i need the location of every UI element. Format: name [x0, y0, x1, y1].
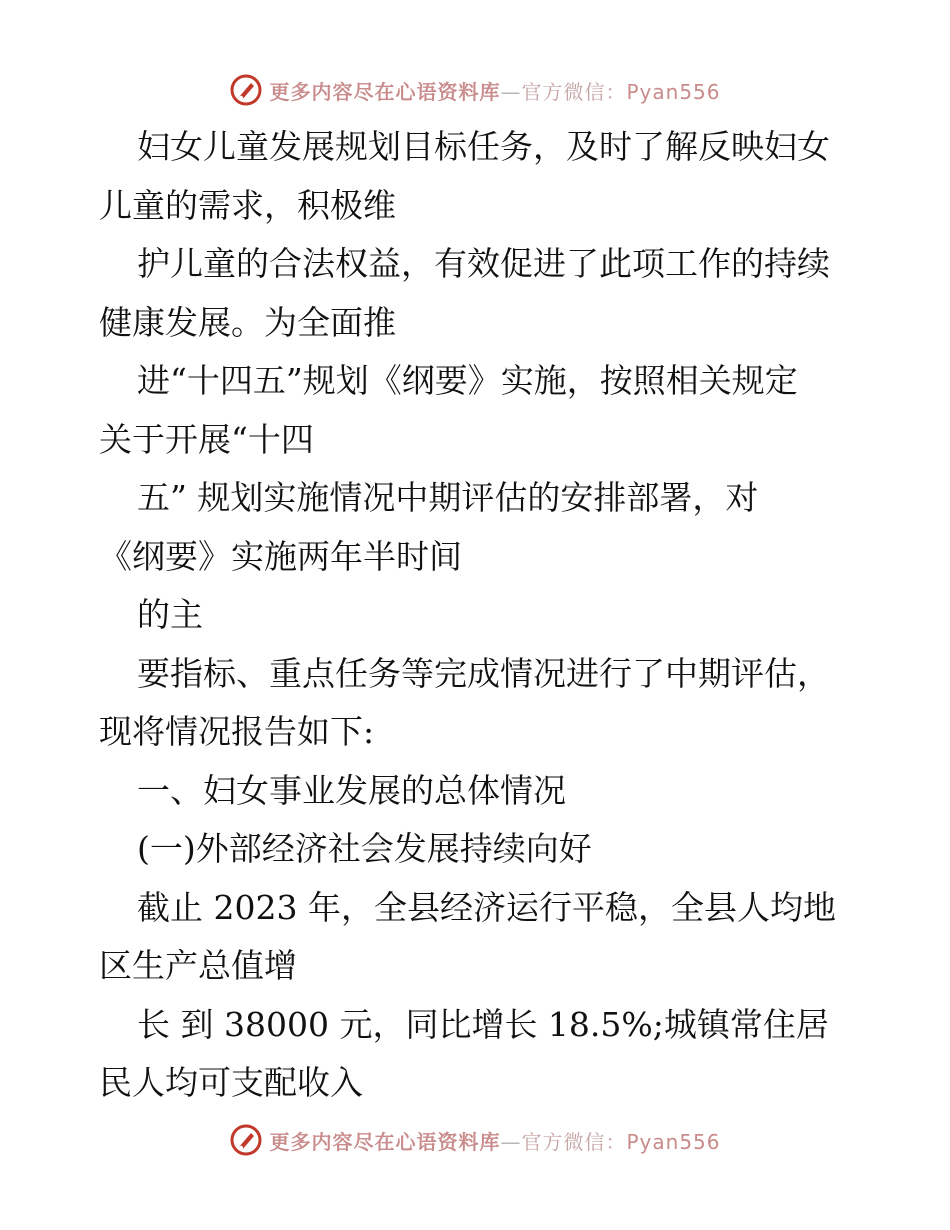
text-line: 儿童的需求，积极维	[99, 185, 396, 225]
text-line: 要指标、重点任务等完成情况进行了中期评估，	[137, 653, 830, 693]
text-line: 长 到 38000 元，同比增长 18.5%;城镇常住居	[137, 1004, 829, 1044]
document-body	[99, 118, 859, 1113]
pen-nib-logo-icon	[229, 1123, 263, 1157]
subsection-heading: (一)外部经济社会发展持续向好	[137, 829, 592, 868]
text-line: 区生产总值增	[99, 946, 297, 985]
header-watermark	[0, 70, 950, 110]
pen-nib-logo-icon	[229, 73, 263, 107]
text-line: 护儿童的合法权益，有效促进了此项工作的持续	[137, 244, 830, 283]
watermark-brand: 更多内容尽在心语资料库	[269, 1129, 501, 1154]
text-line: 健康发展。为全面推	[99, 302, 396, 342]
section-heading: 一、妇女事业发展的总体情况	[137, 770, 566, 810]
watermark-text	[269, 1126, 720, 1155]
text-line: 五” 规划实施情况中期评估的安排部署，对	[137, 478, 759, 517]
watermark-brand: 更多内容尽在心语资料库	[269, 79, 501, 104]
text-line: 民人均可支配收入	[99, 1063, 363, 1102]
text-line: 关于开展“十四	[99, 419, 314, 459]
text-line: 截止 2023 年，全县经济运行平稳，全县人均地	[137, 887, 836, 927]
watermark-dash: —	[500, 1129, 522, 1154]
text-line: 的主	[137, 595, 203, 634]
text-line: 《纲要》实施两年半时间	[99, 536, 462, 576]
text-line: 进“十四五”规划《纲要》实施，按照相关规定	[137, 361, 798, 400]
footer-watermark	[0, 1120, 950, 1160]
watermark-wechat-id: Pyan556	[626, 1129, 721, 1154]
text-line: 妇女儿童发展规划目标任务，及时了解反映妇女	[137, 127, 830, 166]
watermark-text	[269, 76, 720, 105]
watermark-wechat-label: 官方微信：	[521, 1129, 627, 1154]
watermark-wechat-label: 官方微信：	[521, 79, 627, 104]
watermark-wechat-id: Pyan556	[626, 79, 721, 104]
text-line: 现将情况报告如下:	[99, 712, 375, 751]
watermark-dash: —	[500, 79, 522, 104]
